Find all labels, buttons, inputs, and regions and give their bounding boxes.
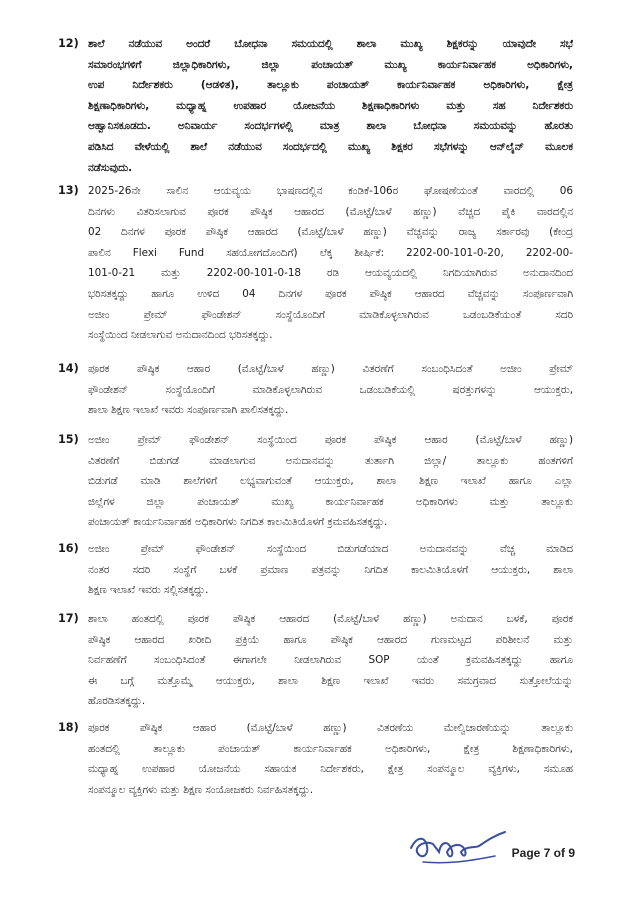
paragraph-body bbox=[88, 539, 573, 601]
text-line: ಈ ಬಗ್ಗೆ ಮತ್ತೊಮ್ಮೆ ಆಯುಕ್ತರು, ಶಾಲಾ ಶಿಕ್ಷಣ ಇಲಾಖೆ ಇವರು ಸಮಗ್ರವಾದ ಸುತ್ತೋಲೆಯನ್ನು bbox=[88, 674, 573, 687]
text-line: ಅಜೀಂ ಪ್ರೇಮ್ ಫೌಂಡೇಶನ್ ಸಂಸ್ಥೆಯಿಂದ ಬಿಡುಗಡೆಯಾದ ಅನುದಾನವನ್ನು ವೆಚ್ಚ ಮಾಡಿದ bbox=[88, 543, 573, 555]
text-line: ಪಾಲಿನ Flexi Fund ಸಹಯೋಗದೊಂದಿಗೆ) ಲೆಕ್ಕ ಶೀರ್ಷಿಕೆ: 2202-00-101-0-20, 2202-00- bbox=[88, 246, 573, 259]
text-line: ಜಿಲ್ಲೆಗಳ ಜಿಲ್ಲಾ ಪಂಚಾಯತ್ ಮುಖ್ಯ ಕಾರ್ಯನಿರ್ವಾಹಕ ಅಧಿಕಾರಿಗಳು ಮತ್ತು ತಾಲ್ಲೂಕು bbox=[88, 495, 573, 508]
text-line: ಪೂರಕ ಪೌಷ್ಠಿಕ ಆಹಾರ (ಮೊಟ್ಟೆ/ಬಾಳೆ ಹಣ್ಣು) ವಿತರಣೆಯ ಮೇಲ್ವಿಚಾರಣೆಯನ್ನು ತಾಲ್ಲೂಕು bbox=[88, 722, 573, 734]
text-line: ಶಿಕ್ಷಣ ಇಲಾಖೆ ಇವರು ಸಲ್ಲಿಸತಕ್ಕದ್ದು. bbox=[88, 584, 209, 597]
text-line: ಶಾಲಾ ಶಿಕ್ಷಣ ಇಲಾಖೆ ಇವರು ಸಂಪೂರ್ಣವಾಗಿ ಪಾಲಿಸತಕ್ಕದ್ದು. bbox=[88, 404, 289, 417]
paragraph-body bbox=[88, 609, 573, 712]
paragraph-number: 16) bbox=[58, 542, 79, 555]
paragraph-12 bbox=[58, 34, 573, 178]
text-line: ಸಂಸ್ಥೆಯಿಂದ ನೀಡಲಾಗುವ ಅನುದಾನದಿಂದ ಭರಿಸತಕ್ಕದ್ದು. bbox=[88, 329, 273, 342]
text-line: ಹೊರಡಿಸತಕ್ಕದ್ದು. bbox=[88, 695, 146, 708]
text-line: ಫೌಂಡೇಶನ್ ಸಂಸ್ಥೆಯೊಂದಿಗೆ ಮಾಡಿಕೊಳ್ಳಲಾಗಿರುವ ಒಡಂಬಡಿಕೆಯಲ್ಲಿ ಷರತ್ತುಗಳನ್ನು ಆಯುಕ್ತರು, bbox=[88, 383, 573, 396]
paragraph-number: 12) bbox=[58, 37, 79, 50]
signature-icon bbox=[405, 822, 515, 872]
paragraph-18 bbox=[58, 718, 573, 800]
text-line: ಪಡಿಸಿದ ವೇಳೆಯಲ್ಲಿ ಶಾಲೆ ನಡೆಯುವ ಸಂದರ್ಭದಲ್ಲಿ ಮುಖ್ಯ ಶಿಕ್ಷಕರ ಸಭೆಗಳನ್ನು ಆನ್‌ಲೈನ್ ಮೂಲಕ bbox=[88, 140, 573, 153]
text-line: ಸಮಾರಂಭಗಳಿಗೆ ಜಿಲ್ಲಾಧಿಕಾರಿಗಳು, ಜಿಲ್ಲಾ ಪಂಚಾಯತ್ ಮುಖ್ಯ ಕಾರ್ಯನಿರ್ವಾಹಕ ಅಧಿಕಾರಿಗಳು, bbox=[88, 58, 573, 71]
text-line: ಬಿಡುಗಡೆ ಮಾಡಿ ಶಾಲೆಗಳಿಗೆ ಲಭ್ಯವಾಗುವಂತೆ ಆಯುಕ್ತರು, ಶಾಲಾ ಶಿಕ್ಷಣ ಇಲಾಖೆ ಹಾಗೂ ಎಲ್ಲಾ bbox=[88, 475, 573, 488]
paragraph-body bbox=[88, 718, 573, 800]
text-line: ನಿರ್ವಹಣೆಗೆ ಸಂಬಂಧಿಸಿದಂತೆ ಈಗಾಗಲೇ ನೀಡಲಾಗಿರುವ SOP ಯಂತೆ ಕ್ರಮವಹಿಸತಕ್ಕದ್ದು ಹಾಗೂ bbox=[88, 654, 573, 667]
text-line: 2025-26ನೇ ಸಾಲಿನ ಆಯವ್ಯಯ ಭಾಷಣದಲ್ಲಿನ ಕಂಡಿಕೆ-106ರ ಘೋಷಣೆಯಂತೆ ವಾರದಲ್ಲಿ 06 bbox=[88, 185, 573, 197]
text-line: ಉಪ ನಿರ್ದೇಶಕರು (ಆಡಳಿತ), ತಾಲ್ಲೂಕು ಪಂಚಾಯತ್ ಕಾರ್ಯನಿರ್ವಾಹಕ ಅಧಿಕಾರಿಗಳು, ಕ್ಷೇತ್ರ bbox=[88, 79, 573, 92]
text-line: ವಿತರಣೆಗೆ ಬಿಡುಗಡೆ ಮಾಡಲಾಗುವ ಅನುದಾನವನ್ನು ತುರ್ತಾಗಿ ಜಿಲ್ಲಾ/ ತಾಲ್ಲೂಕು ಹಂತಗಳಿಗೆ bbox=[88, 454, 573, 467]
paragraph-body bbox=[88, 359, 573, 421]
text-line: ಆಹ್ವಾನಿಸಕೂಡದು. ಅನಿವಾರ್ಯ ಸಂದರ್ಭಗಳಲ್ಲಿ ಮಾತ್ರ ಶಾಲಾ ಬೋಧನಾ ಸಮಯವನ್ನು ಹೊರತು bbox=[88, 120, 573, 133]
paragraph-14 bbox=[58, 359, 573, 421]
paragraph-number: 13) bbox=[58, 184, 79, 197]
paragraph-15 bbox=[58, 430, 573, 533]
paragraph-body bbox=[88, 181, 573, 346]
text-line: ಪೂರಕ ಪೌಷ್ಠಿಕ ಆಹಾರ (ಮೊಟ್ಟೆ/ಬಾಳೆ ಹಣ್ಣು) ವಿತರಣೆಗೆ ಸಂಬಂಧಿಸಿದಂತೆ ಅಜೀಂ ಪ್ರೇಮ್ bbox=[88, 363, 573, 375]
paragraph-number: 15) bbox=[58, 433, 79, 446]
text-line: 02 ದಿನಗಳ ಪೂರಕ ಪೌಷ್ಠಿಕ ಆಹಾರದ (ಮೊಟ್ಟೆ/ಬಾಳೆ ಹಣ್ಣು) ವೆಚ್ಚವನ್ನು ರಾಜ್ಯ ಸರ್ಕಾರವು (ಕೇಂದ್ರ bbox=[88, 226, 573, 239]
paragraph-17 bbox=[58, 609, 573, 712]
text-line: ಮಧ್ಯಾಹ್ನ ಉಪಹಾರ ಯೋಜನೆಯ ಸಹಾಯಕ ನಿರ್ದೇಶಕರು, ಕ್ಷೇತ್ರ ಸಂಪನ್ಮೂಲ ವ್ಯಕ್ತಿಗಳು, ಸಮೂಹ bbox=[88, 763, 573, 776]
paragraph-number: 14) bbox=[58, 362, 79, 375]
text-line: ಸಂಪನ್ಮೂಲ ವ್ಯಕ್ತಿಗಳು ಮತ್ತು ಶಿಕ್ಷಣ ಸಂಯೋಜಕರು ನಿರ್ವಹಿಸತಕ್ಕದ್ದು. bbox=[88, 783, 313, 796]
text-line: ಪೌಷ್ಠಿಕ ಆಹಾರದ ಖರೀದಿ ಪ್ರಕ್ರಿಯೆ ಹಾಗೂ ಪೌಷ್ಠಿಕ ಆಹಾರದ ಗುಣಮಟ್ಟದ ಪರಿಶೀಲನೆ ಮತ್ತು bbox=[88, 633, 573, 646]
paragraph-13 bbox=[58, 181, 573, 346]
text-line: ಶಾಲೆ ನಡೆಯುವ ಅಂದರೆ ಬೋಧನಾ ಸಮಯದಲ್ಲಿ ಶಾಲಾ ಮುಖ್ಯ ಶಿಕ್ಷಕರನ್ನು ಯಾವುದೇ ಸಭೆ bbox=[88, 38, 573, 50]
paragraph-16 bbox=[58, 539, 573, 601]
text-line: ಅಜೀಂ ಪ್ರೇಮ್ ಫೌಂಡೇಶನ್ ಸಂಸ್ಥೆಯಿಂದ ಪೂರಕ ಪೌಷ್ಠಿಕ ಆಹಾರ (ಮೊಟ್ಟೆ/ಬಾಳೆ ಹಣ್ಣು) bbox=[88, 434, 573, 446]
text-line: ಶಾಲಾ ಹಂತದಲ್ಲಿ ಪೂರಕ ಪೌಷ್ಠಿಕ ಆಹಾರದ (ಮೊಟ್ಟೆ/ಬಾಳೆ ಹಣ್ಣು) ಅನುದಾನ ಬಳಕೆ, ಪೂರಕ bbox=[88, 613, 573, 625]
text-line: ದಿನಗಳು ವಿತರಿಸಲಾಗುವ ಪೂರಕ ಪೌಷ್ಠಿಕ ಆಹಾರದ (ಮೊಟ್ಟೆ/ಬಾಳೆ ಹಣ್ಣು) ವೆಚ್ಚದ ಪೈಕಿ ವಾರದಲ್ಲಿನ bbox=[88, 205, 573, 218]
paragraph-body bbox=[88, 34, 573, 178]
paragraph-number: 18) bbox=[58, 721, 79, 734]
text-line: ನಡೆಸುವುದು. bbox=[88, 161, 133, 174]
text-line: ಹಂತದಲ್ಲಿ ತಾಲ್ಲೂಕು ಪಂಚಾಯತ್ ಕಾರ್ಯನಿರ್ವಾಹಕ ಅಧಿಕಾರಿಗಳು, ಕ್ಷೇತ್ರ ಶಿಕ್ಷಣಾಧಿಕಾರಿಗಳು, bbox=[88, 742, 573, 755]
page-number-footer: Page 7 of 9 bbox=[511, 846, 575, 860]
paragraph-body bbox=[88, 430, 573, 533]
paragraph-number: 17) bbox=[58, 612, 79, 625]
text-line: 101-0-21 ಮತ್ತು 2202-00-101-0-18 ರಡಿ ಆಯವ್ಯಯದಲ್ಲಿ ನಿಗದಿಯಾಗಿರುವ ಅನುದಾನದಿಂದ bbox=[88, 267, 573, 280]
text-line: ಪಂಚಾಯತ್ ಕಾರ್ಯನಿರ್ವಾಹಕ ಅಧಿಕಾರಿಗಳು ನಿಗದಿತ ಕಾಲಮಿತಿಯೊಳಗೆ ಕ್ರಮವಹಿಸತಕ್ಕದ್ದು. bbox=[88, 516, 388, 529]
text-line: ಭರಿಸತಕ್ಕದ್ದು ಹಾಗೂ ಉಳಿದ 04 ದಿನಗಳ ಪೂರಕ ಪೌಷ್ಠಿಕ ಆಹಾರದ ವೆಚ್ಚವನ್ನು ಸಂಪೂರ್ಣವಾಗಿ bbox=[88, 287, 573, 300]
text-line: ಅಜೀಂ ಪ್ರೇಮ್ ಫೌಂಡೇಶನ್ ಸಂಸ್ಥೆಯೊಂದಿಗೆ ಮಾಡಿಕೊಳ್ಳಲಾಗಿರುವ ಒಡಂಬಡಿಕೆಯಂತೆ ಸದರಿ bbox=[88, 308, 573, 321]
text-line: ಶಿಕ್ಷಣಾಧಿಕಾರಿಗಳು, ಮಧ್ಯಾಹ್ನ ಉಪಹಾರ ಯೋಜನೆಯ ಶಿಕ್ಷಣಾಧಿಕಾರಿಗಳು ಮತ್ತು ಸಹ ನಿರ್ದೇಶಕರು bbox=[88, 99, 573, 112]
text-line: ನಂತರ ಸದರಿ ಸಂಸ್ಥೆಗೆ ಬಳಕೆ ಪ್ರಮಾಣ ಪತ್ರವನ್ನು ನಿಗದಿತ ಕಾಲಮಿತಿಯೊಳಗೆ ಆಯುಕ್ತರು, ಶಾಲಾ bbox=[88, 563, 573, 576]
